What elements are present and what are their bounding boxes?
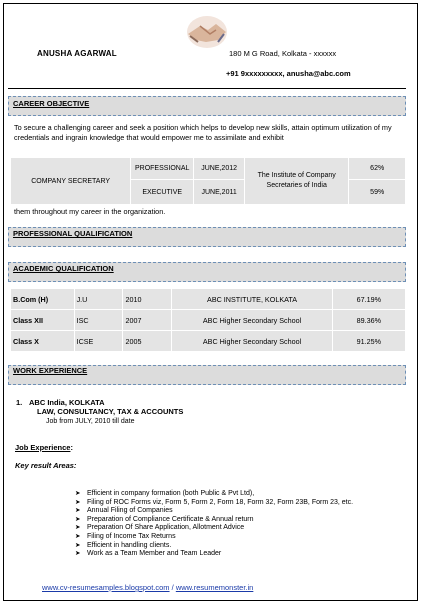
footer-separator: / [169,583,176,592]
footer-link-resumemonster[interactable]: www.resumemonster.in [175,583,254,592]
list-item: ➤ Efficient in handling clients. [75,542,410,551]
academic-qualification-heading: ACADEMIC QUALIFICATION [8,262,406,282]
acad-year: 2005 [123,331,172,352]
cs-score: 59% [349,180,406,205]
job-experience-label: Job Experience: [15,443,73,452]
job-duration: Job from JULY, 2010 till date [46,418,135,425]
acad-score: 67.19% [332,289,405,310]
work-experience-heading: WORK EXPERIENCE [8,365,406,385]
acad-board: ISC [74,310,123,331]
job-number: 1. [16,398,23,407]
key-result-label: Key result Areas: [15,461,77,470]
footer-link-blogspot[interactable]: www.cv-resumesamples.blogspot.com [42,583,170,592]
list-item: ➤ Filing of Income Tax Returns [75,533,410,542]
acad-institute: ABC Higher Secondary School [172,331,332,352]
company-secretary-table [10,157,406,205]
firm-name: LAW, CONSULTANCY, TAX & ACCOUNTS [37,407,184,416]
acad-degree: B.Com (H) [11,289,75,310]
company-name: ABC India, KOLKATA [29,398,105,407]
career-objective-text: To secure a challenging career and seek a position which helps to develop new skills, attain optimum utilization of my credentials and ingrain knowledge that would empower me to assimilate and exhibit [14,123,392,142]
cs-level: EXECUTIVE [131,180,194,205]
career-objective-heading: CAREER OBJECTIVE [8,96,406,116]
cs-institute: The Institute of Company Secretaries of India [245,158,349,205]
acad-institute: ABC INSTITUTE, KOLKATA [172,289,332,310]
cs-date: JUNE,2011 [194,180,245,205]
cs-date: JUNE,2012 [194,158,245,180]
footer-links [42,583,253,592]
handshake-logo-icon [184,10,230,50]
candidate-name: ANUSHA AGARWAL [37,49,117,58]
list-item: ➤ Filing of ROC Forms viz, Form 5, Form 2, Form 18, Form 32, Form 23B, Form 23, etc. [75,499,410,508]
acad-score: 89.36% [332,310,405,331]
acad-score: 91.25% [332,331,405,352]
cs-level: PROFESSIONAL [131,158,194,180]
table-row [11,310,406,331]
academic-table [10,288,406,352]
list-item: ➤ Annual Filing of Companies [75,507,410,516]
list-item: ➤ Efficient in company formation (both Public & Pvt Ltd), [75,490,410,499]
address: 180 M G Road, Kolkata - xxxxxx [229,49,337,58]
acad-year: 2010 [123,289,172,310]
acad-degree: Class XII [11,310,75,331]
cs-label: COMPANY SECRETARY [11,158,131,205]
header-divider [8,88,406,89]
key-result-list [75,490,410,559]
table-row [11,289,406,310]
table-row [11,331,406,352]
acad-institute: ABC Higher Secondary School [172,310,332,331]
acad-board: ICSE [74,331,123,352]
cs-score: 62% [349,158,406,180]
contact-info: +91 9xxxxxxxxx, anusha@abc.com [226,69,351,78]
professional-qualification-heading: PROFESSIONAL QUALIFICATION [8,227,406,247]
list-item: ➤ Work as a Team Member and Team Leader [75,550,410,559]
list-item: ➤ Preparation of Compliance Certificate & Annual return [75,516,410,525]
career-objective-text-continued: them throughout my career in the organization. [14,207,166,216]
acad-board: J.U [74,289,123,310]
acad-year: 2007 [123,310,172,331]
list-item: ➤ Preparation Of Share Application, Allotment Advice [75,524,410,533]
acad-degree: Class X [11,331,75,352]
